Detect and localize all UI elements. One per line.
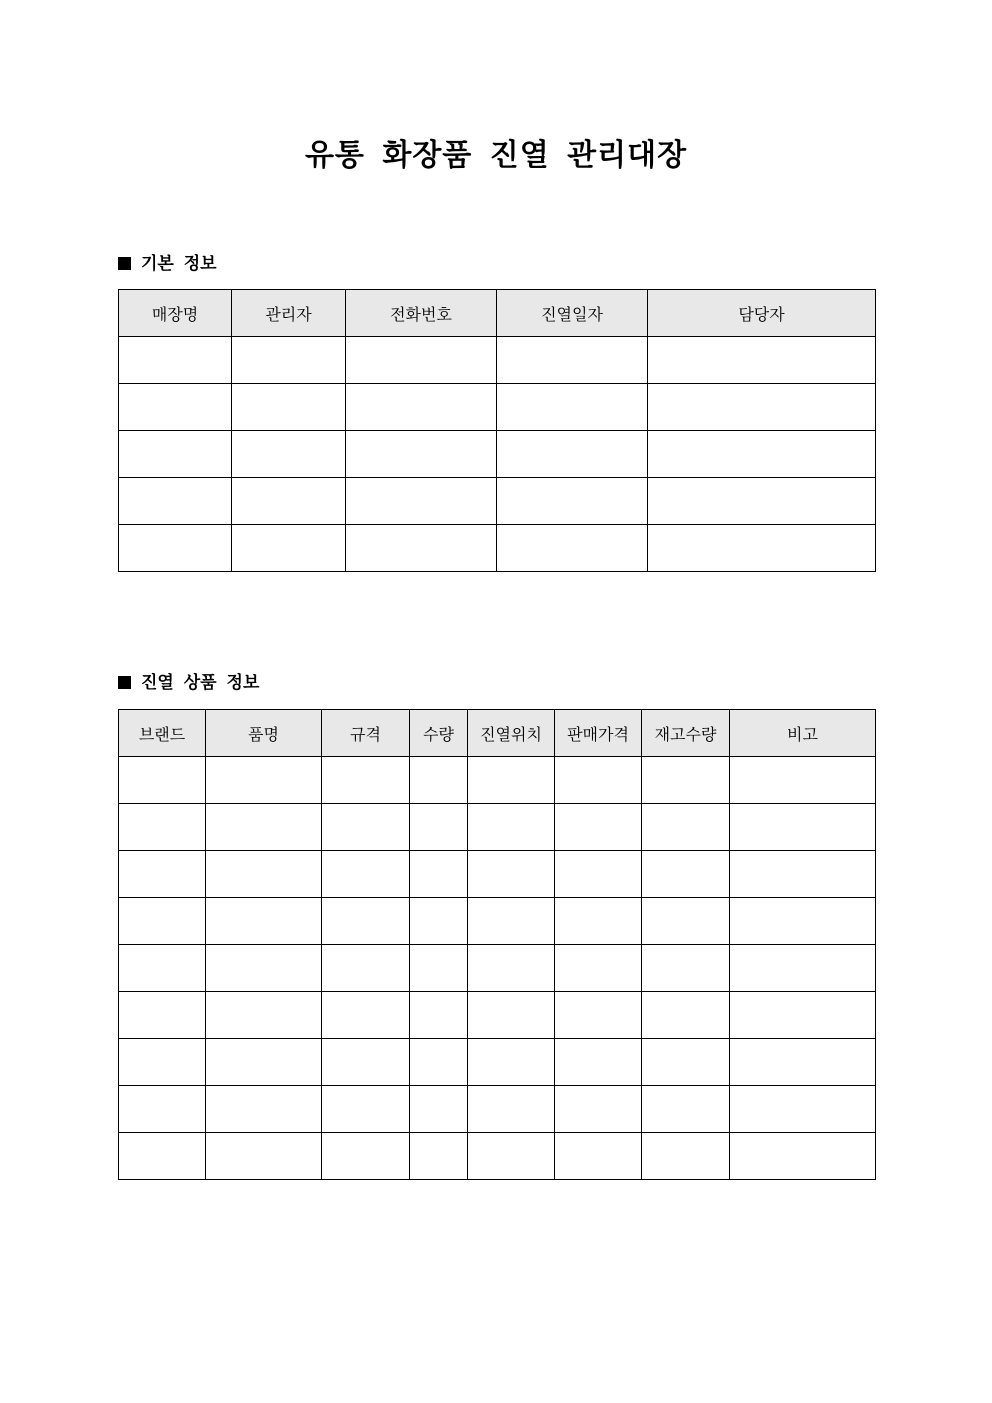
document-title: 유통 화장품 진열 관리대장 [304, 138, 688, 173]
table-row [119, 851, 876, 898]
table-cell[interactable] [322, 757, 410, 804]
table-cell[interactable] [555, 757, 642, 804]
column-header-brand: 브랜드 [119, 710, 206, 757]
table-cell[interactable] [468, 1133, 555, 1180]
table-cell[interactable] [468, 898, 555, 945]
column-header-phone: 전화번호 [346, 290, 497, 337]
table-cell[interactable] [642, 1039, 730, 1086]
table-cell[interactable] [322, 851, 410, 898]
table-cell[interactable] [322, 804, 410, 851]
table-cell[interactable] [642, 804, 730, 851]
table-row [119, 1039, 876, 1086]
table-cell[interactable] [232, 525, 346, 572]
table-cell[interactable] [206, 898, 322, 945]
table-cell[interactable] [410, 898, 468, 945]
table-cell[interactable] [410, 757, 468, 804]
table-row [119, 478, 876, 525]
table-cell[interactable] [410, 992, 468, 1039]
table-cell[interactable] [232, 431, 346, 478]
table-cell[interactable] [119, 478, 232, 525]
table-cell[interactable] [555, 898, 642, 945]
table-cell[interactable] [468, 992, 555, 1039]
table-header-row [119, 710, 876, 757]
table-cell[interactable] [648, 337, 876, 384]
table-cell[interactable] [468, 945, 555, 992]
column-header-remarks: 비고 [730, 710, 876, 757]
table-cell[interactable] [555, 1086, 642, 1133]
table-cell[interactable] [322, 1133, 410, 1180]
table-cell[interactable] [730, 1086, 876, 1133]
table-row [119, 804, 876, 851]
table-cell[interactable] [206, 804, 322, 851]
table-row [119, 945, 876, 992]
table-cell[interactable] [119, 945, 206, 992]
table-cell[interactable] [410, 1039, 468, 1086]
table-row [119, 1133, 876, 1180]
table-cell[interactable] [346, 525, 497, 572]
table-header-row [119, 290, 876, 337]
table-cell[interactable] [497, 431, 648, 478]
table-cell[interactable] [642, 851, 730, 898]
table-row [119, 337, 876, 384]
column-header-spec: 규격 [322, 710, 410, 757]
table-cell[interactable] [119, 804, 206, 851]
section-heading-basic-info [118, 253, 217, 275]
table-cell[interactable] [119, 757, 206, 804]
table-cell[interactable] [730, 945, 876, 992]
table-cell[interactable] [206, 757, 322, 804]
table-cell[interactable] [555, 945, 642, 992]
table-cell[interactable] [322, 1039, 410, 1086]
column-header-person-in-charge: 담당자 [648, 290, 876, 337]
table-cell[interactable] [555, 851, 642, 898]
table-cell[interactable] [119, 1086, 206, 1133]
table-cell[interactable] [730, 757, 876, 804]
table-cell[interactable] [206, 1086, 322, 1133]
column-header-manager: 관리자 [232, 290, 346, 337]
column-header-sale-price: 판매가격 [555, 710, 642, 757]
table-cell[interactable] [232, 384, 346, 431]
table-row [119, 1086, 876, 1133]
table-cell[interactable] [206, 945, 322, 992]
table-cell[interactable] [642, 945, 730, 992]
table-row [119, 431, 876, 478]
table-cell[interactable] [648, 478, 876, 525]
table-cell[interactable] [642, 1133, 730, 1180]
table-cell[interactable] [497, 384, 648, 431]
table-row [119, 525, 876, 572]
table-cell[interactable] [346, 337, 497, 384]
table-cell[interactable] [730, 1133, 876, 1180]
column-header-store-name: 매장명 [119, 290, 232, 337]
basic-info-table [118, 289, 876, 572]
table-cell[interactable] [730, 898, 876, 945]
table-cell[interactable] [555, 1133, 642, 1180]
table-cell[interactable] [410, 1133, 468, 1180]
table-cell[interactable] [322, 898, 410, 945]
table-cell[interactable] [497, 478, 648, 525]
table-cell[interactable] [410, 1086, 468, 1133]
product-info-table [118, 709, 876, 1180]
table-cell[interactable] [346, 478, 497, 525]
table-cell[interactable] [642, 992, 730, 1039]
table-cell[interactable] [497, 337, 648, 384]
table-cell[interactable] [206, 992, 322, 1039]
column-header-display-date: 진열일자 [497, 290, 648, 337]
table-cell[interactable] [119, 1133, 206, 1180]
table-cell[interactable] [232, 337, 346, 384]
table-cell[interactable] [206, 1133, 322, 1180]
table-cell[interactable] [322, 1086, 410, 1133]
table-row [119, 992, 876, 1039]
section-heading-label: 진열 상품 정보 [141, 673, 260, 693]
table-cell[interactable] [468, 1086, 555, 1133]
table-cell[interactable] [119, 525, 232, 572]
table-cell[interactable] [468, 1039, 555, 1086]
table-cell[interactable] [730, 851, 876, 898]
table-cell[interactable] [119, 898, 206, 945]
table-cell[interactable] [730, 1039, 876, 1086]
table-cell[interactable] [497, 525, 648, 572]
table-cell[interactable] [555, 804, 642, 851]
table-cell[interactable] [410, 945, 468, 992]
column-header-stock-quantity: 재고수량 [642, 710, 730, 757]
table-cell[interactable] [468, 757, 555, 804]
table-cell[interactable] [322, 992, 410, 1039]
table-cell[interactable] [642, 757, 730, 804]
table-cell[interactable] [410, 804, 468, 851]
table-cell[interactable] [119, 992, 206, 1039]
table-cell[interactable] [648, 525, 876, 572]
table-cell[interactable] [468, 804, 555, 851]
table-cell[interactable] [119, 851, 206, 898]
table-cell[interactable] [730, 992, 876, 1039]
table-cell[interactable] [410, 851, 468, 898]
section-heading-label: 기본 정보 [141, 254, 217, 274]
square-bullet-icon [118, 257, 131, 270]
column-header-product-name: 품명 [206, 710, 322, 757]
section-heading-product-info [118, 672, 259, 694]
table-cell[interactable] [206, 1039, 322, 1086]
table-cell[interactable] [555, 992, 642, 1039]
table-cell[interactable] [119, 384, 232, 431]
column-header-quantity: 수량 [410, 710, 468, 757]
table-cell[interactable] [642, 1086, 730, 1133]
table-cell[interactable] [232, 478, 346, 525]
table-cell[interactable] [346, 384, 497, 431]
square-bullet-icon [118, 676, 131, 689]
table-cell[interactable] [206, 851, 322, 898]
table-cell[interactable] [642, 898, 730, 945]
table-row [119, 898, 876, 945]
table-row [119, 384, 876, 431]
table-cell[interactable] [468, 851, 555, 898]
table-cell[interactable] [648, 431, 876, 478]
table-cell[interactable] [322, 945, 410, 992]
column-header-display-location: 진열위치 [468, 710, 555, 757]
table-cell[interactable] [555, 1039, 642, 1086]
table-cell[interactable] [119, 337, 232, 384]
table-cell[interactable] [648, 384, 876, 431]
table-cell[interactable] [119, 1039, 206, 1086]
table-cell[interactable] [346, 431, 497, 478]
table-cell[interactable] [119, 431, 232, 478]
table-row [119, 757, 876, 804]
table-cell[interactable] [730, 804, 876, 851]
